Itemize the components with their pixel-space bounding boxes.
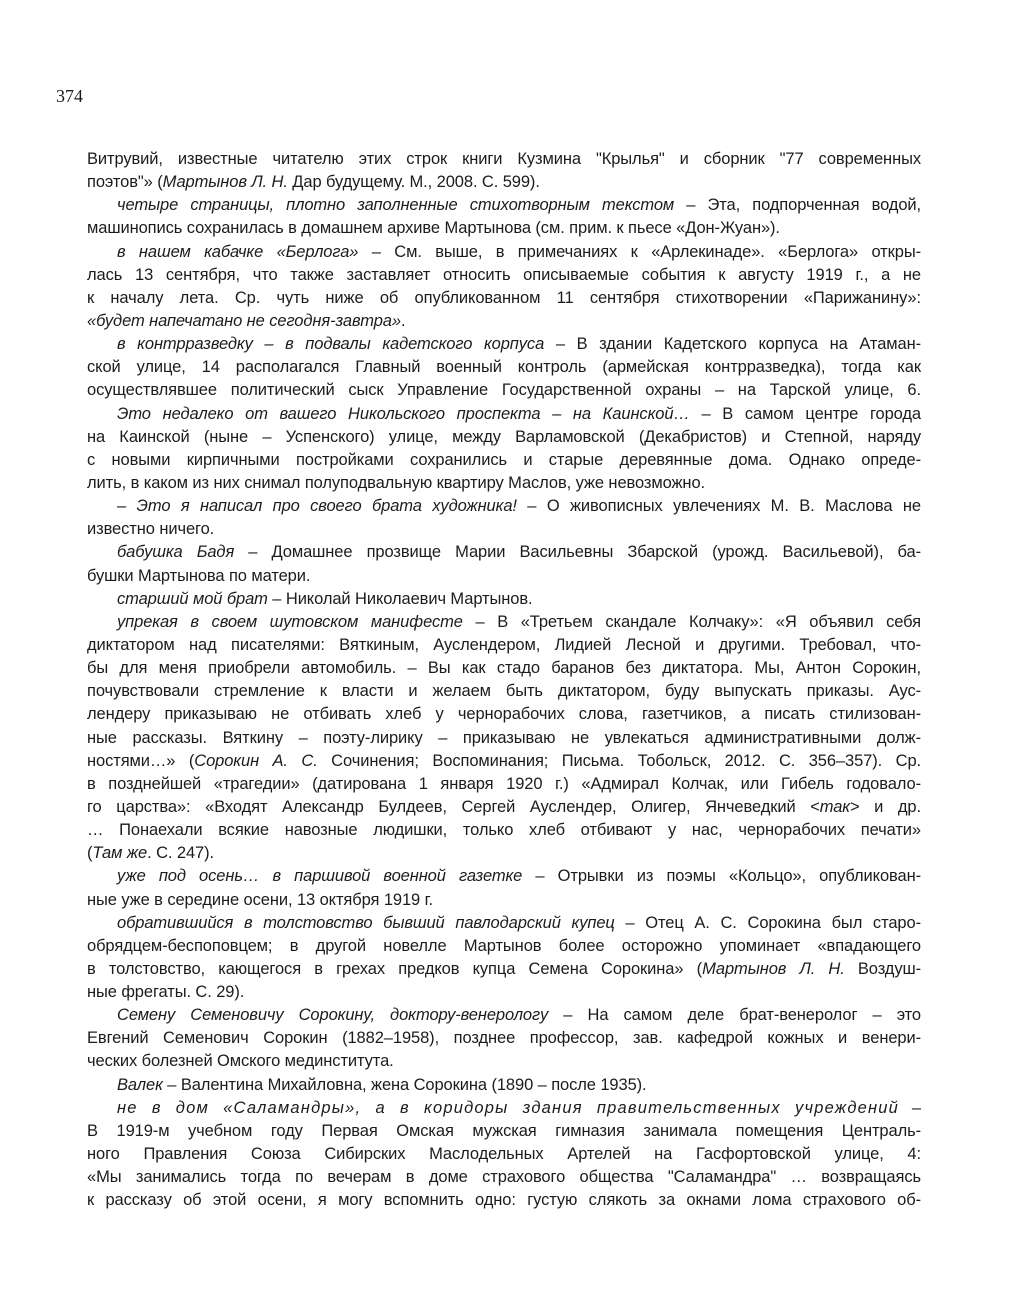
italic-run: бабушка Бадя [117,543,235,562]
text-line [87,703,921,726]
text-run: лить, в каком из них снимал полуподвальную квартиру Маслов, уже невозможно. [87,473,706,492]
italic-run: в контрразведку – в подвалы кадетского корпуса [117,335,545,354]
text-run: ные фрегаты. С. 29). [87,983,245,1002]
text-run: ской улице, 14 располагался Главный военный контроль (армейская контрразведка), тогда как [87,358,921,377]
italic-run: уже под осень… в паршивой военной газетке [117,867,523,886]
text-run: ностями…» ( [87,751,195,770]
text-line [87,1050,921,1073]
text-run: – На самом деле брат-венеролог – это [548,1006,921,1025]
text-line [87,1189,921,1212]
text-line [87,264,921,287]
text-line [87,657,921,680]
italic-run: Семену Семеновичу Сорокину, доктору-венерологу [117,1006,549,1025]
text-run: … Понаехали всякие навозные людишки, только хлеб отбивают у нас, чернорабочих печати» [87,821,921,840]
text-run: обрядцем-беспоповцем; в другой новелле Мартынов более осторожно упоминает «впадающего [87,936,921,955]
text-run: – В «Третьем скандале Колчаку»: «Я объявил себя [462,612,922,631]
text-run: – Николай Николаевич Мартынов. [267,589,533,608]
text-run: ( [87,844,93,863]
text-run: почувствовали стремление к власти и желаем быть диктатором, буду выпускать приказы. Аус- [87,682,921,701]
italic-run: Там же [92,844,148,863]
text-line [87,865,921,888]
text-run: в позднейшей «трагедии» (датирована 1 января 1920 г.) «Адмирал Колчак, или Гибель годовало- [87,774,921,793]
italic-run: так [819,797,850,816]
text-line [87,1120,921,1143]
text-run: Витрувий, известные читателю этих строк книги Кузмина "Крылья" и сборник "77 современных [87,150,921,168]
text-run: Воздуш- [844,959,922,978]
text-run: Евгений Семенович Сорокин (1882–1958), позднее профессор, зав. кафедрой кожных и венери- [87,1029,921,1048]
italic-run: Мартынов Л. Н. [702,959,845,978]
text-run: «Мы занимались тогда по вечерам в доме страхового общества "Саламандра" … возвращаясь [87,1168,921,1187]
text-line [87,727,921,750]
text-line [87,1097,921,1120]
text-run: поэтов"» ( [87,173,163,192]
text-line [87,1004,921,1027]
text-line [87,518,921,541]
text-run: > и др. [849,797,921,816]
text-run: – В здании Кадетского корпуса на Атаман- [544,335,922,354]
text-run: – Отец А. С. Сорокина был старо- [614,913,921,932]
italic-run: Валек [117,1075,163,1094]
text-run: известно ничего. [87,520,215,539]
italic-run: Сорокин А. С. [194,751,318,770]
text-run: ного Правления Союза Сибирских Маслодельных Артелей на Гасфортовской улице, 4: [87,1145,921,1164]
italic-run: упрекая в своем шутовском манифесте [117,612,463,631]
text-line [87,588,921,611]
text-run: – Эта, подпорченная водой, [674,196,921,215]
italic-run: «будет напечатано не сегодня-завтра» [87,311,401,330]
italic-run: Саламандры [233,1098,346,1117]
text-line [87,842,921,865]
text-line [87,541,921,564]
text-line [87,310,921,333]
text-line [87,796,921,819]
text-run: к началу лета. Ср. чуть ниже об опубликованном 11 сентября стихотворении «Парижанину»: [87,288,921,307]
text-run: Сочинения; Воспоминания; Письма. Тобольск, 2012. С. 356–357). Ср. [317,751,922,770]
italic-run: Это недалеко от вашего Никольского проспекта – на Каинской… [117,404,690,423]
text-run: диктатором над писателями: Вяткиным, Ауслендером, Лидией Лесной и другими. Требовал, что- [87,635,921,654]
text-run: с новыми кирпичными постройками сохранились и старые деревянные дома. Однако опреде- [87,450,921,469]
text-run: машинопись сохранилась в домашнем архиве Мартынова (см. прим. к пьесе «Дон-Жуан»). [87,219,780,238]
text-line [87,356,921,379]
text-line [87,449,921,472]
text-run: . С. 247). [147,844,214,863]
text-run: на Каинской (ныне – Успенского) улице, между Варламовской (Декабристов) и Степной, наряду [87,427,921,446]
text-run: Дар будущему. М., 2008. С. 599). [287,173,540,192]
text-line [87,403,921,426]
text-line [87,379,921,402]
text-run: го царства»: «Входят Александр Булдеев, Сергей Ауслендер, Олигер, Янчеведкий < [87,797,820,816]
text-run: – Отрывки из поэмы «Кольцо», опубликован- [522,867,921,886]
text-line [87,472,921,495]
text-run: – Домашнее прозвище Марии Васильевны Збарской (урожд. Васильевой), ба- [234,543,921,562]
italic-run: обратившийся в толстовство бывший павлодарский купец [117,913,615,932]
text-line [87,981,921,1004]
text-run: В 1919-м учебном году Первая Омская мужская гимназия занимала помещения Централь- [87,1121,921,1140]
text-run: – В самом центре города [689,404,921,423]
italic-run: Мартынов Л. Н. [162,173,288,192]
text-run: – [899,1098,922,1117]
text-run: – Валентина Михайловна, жена Сорокина (1890 – после 1935). [162,1075,647,1094]
text-run: бы для меня приобрели автомобиль. – Вы как стадо баранов без диктатора. Мы, Антон Сорокин, [87,659,921,678]
italic-run: в нашем кабачке «Берлога» [117,242,359,261]
text-line [87,634,921,657]
text-line [87,333,921,356]
text-line [87,495,921,518]
italic-run: четыре страницы, плотно заполненные стихотворным текстом [117,196,675,215]
text-run: осуществлявшее политический сыск Управление Государственной охраны – на Тарской улице, 6. [87,381,921,400]
text-line [87,148,921,171]
text-line [87,680,921,703]
text-run: – См. выше, в примечаниях к «Арлекинаде». «Берлога» откры- [358,242,921,261]
text-line [87,171,921,194]
text-line [87,611,921,634]
text-run: бушки Мартынова по матери. [87,566,311,585]
text-line [87,750,921,773]
italic-run: старший мой брат [117,589,268,608]
text-line [87,565,921,588]
text-run: ные уже в середине осени, 13 октября 1919 г. [87,890,433,909]
text-run: лендеру приказываю не отбивать хлеб у чернорабочих слова, газетчиков, а писать стилизован- [87,705,921,724]
text-line [87,935,921,958]
text-line [87,773,921,796]
text-line [87,819,921,842]
text-line [87,241,921,264]
text-line [87,912,921,935]
text-line [87,1027,921,1050]
italic-run: – Это я написал про своего брата художника! [117,497,517,516]
text-run: – О живописных увлечениях М. В. Маслова не [516,497,921,516]
italic-run: », а в коридоры здания правительственных учреждений [345,1098,900,1117]
text-run: ческих болезней Омского мединститута. [87,1052,394,1071]
page-number: 374 [56,86,83,106]
body-text [87,148,921,1212]
text-line [87,194,921,217]
italic-run: не в дом « [117,1098,234,1117]
text-run: . [400,311,406,330]
text-run: ные рассказы. Вяткину – поэту-лирику – приказываю не увлекаться административными долж- [87,728,921,747]
text-line [87,889,921,912]
text-run: к рассказу об этой осени, я могу вспомнить одно: густую слякоть за окнами лома страхового об- [87,1191,921,1210]
text-line [87,217,921,240]
text-line [87,958,921,981]
text-line [87,287,921,310]
text-line [87,426,921,449]
text-line [87,1166,921,1189]
text-run: лась 13 сентября, что также заставляет относить описываемые события к августу 1919 г., а не [87,265,921,284]
text-line [87,1143,921,1166]
text-line [87,1074,921,1097]
text-run: в толстовство, кающегося в грехах предков купца Семена Сорокина» ( [87,959,703,978]
